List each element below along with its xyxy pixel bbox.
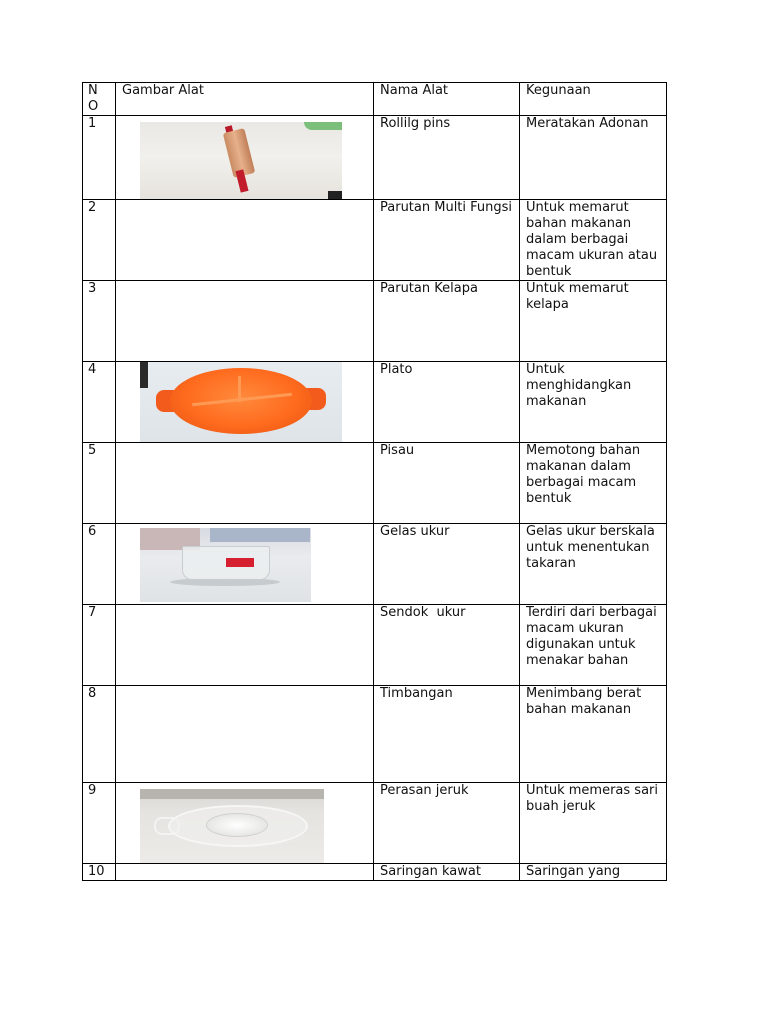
image-cell [116, 200, 374, 281]
tool-usage: Untuk menghidangkan makanan [520, 362, 667, 443]
table-row [83, 116, 667, 200]
row-number: 9 [83, 783, 116, 864]
image-cell [116, 116, 374, 200]
tool-usage: Memotong bahan makanan dalam berbagai macam bentuk [520, 443, 667, 524]
rolling-pin-photo [140, 122, 342, 199]
table-row [83, 200, 667, 281]
tool-usage: Untuk memarut bahan makanan dalam berbagai macam ukuran atau bentuk [520, 200, 667, 281]
image-cell [116, 686, 374, 783]
tool-usage: Terdiri dari berbagai macam ukuran digunakan untuk menakar bahan [520, 605, 667, 686]
tool-usage: Saringan yang [520, 864, 667, 881]
image-cell [116, 443, 374, 524]
table-row [83, 443, 667, 524]
tool-usage: Untuk memarut kelapa [520, 281, 667, 362]
citrus-juicer-photo [140, 789, 324, 863]
tool-name: Timbangan [374, 686, 520, 783]
row-number: 3 [83, 281, 116, 362]
tool-name: Parutan Kelapa [374, 281, 520, 362]
tool-name: Perasan jeruk [374, 783, 520, 864]
image-cell [116, 783, 374, 864]
row-number: 7 [83, 605, 116, 686]
tool-name: Parutan Multi Fungsi [374, 200, 520, 281]
plate-photo [140, 362, 342, 442]
measuring-glass-photo [140, 528, 311, 602]
tool-usage: Gelas ukur berskala untuk menentukan takaran [520, 524, 667, 605]
row-number: 2 [83, 200, 116, 281]
image-cell [116, 864, 374, 881]
table-row [83, 524, 667, 605]
row-number: 6 [83, 524, 116, 605]
tools-table [82, 82, 667, 881]
image-cell [116, 281, 374, 362]
tool-name: Sendok ukur [374, 605, 520, 686]
image-cell [116, 362, 374, 443]
row-number: 10 [83, 864, 116, 881]
header-no: N O [83, 83, 116, 116]
table-row [83, 605, 667, 686]
tool-name: Gelas ukur [374, 524, 520, 605]
row-number: 1 [83, 116, 116, 200]
tool-usage: Meratakan Adonan [520, 116, 667, 200]
tool-usage: Untuk memeras sari buah jeruk [520, 783, 667, 864]
header-name: Nama Alat [374, 83, 520, 116]
row-number: 4 [83, 362, 116, 443]
table-row [83, 783, 667, 864]
table-header-row [83, 83, 667, 116]
image-cell [116, 605, 374, 686]
table-row [83, 686, 667, 783]
tool-name: Pisau [374, 443, 520, 524]
header-image: Gambar Alat [116, 83, 374, 116]
row-number: 8 [83, 686, 116, 783]
table-row [83, 362, 667, 443]
tool-name: Rollilg pins [374, 116, 520, 200]
table-row [83, 864, 667, 881]
table-row [83, 281, 667, 362]
row-number: 5 [83, 443, 116, 524]
tool-usage: Menimbang berat bahan makanan [520, 686, 667, 783]
header-usage: Kegunaan [520, 83, 667, 116]
tool-name: Plato [374, 362, 520, 443]
tool-name: Saringan kawat [374, 864, 520, 881]
image-cell [116, 524, 374, 605]
